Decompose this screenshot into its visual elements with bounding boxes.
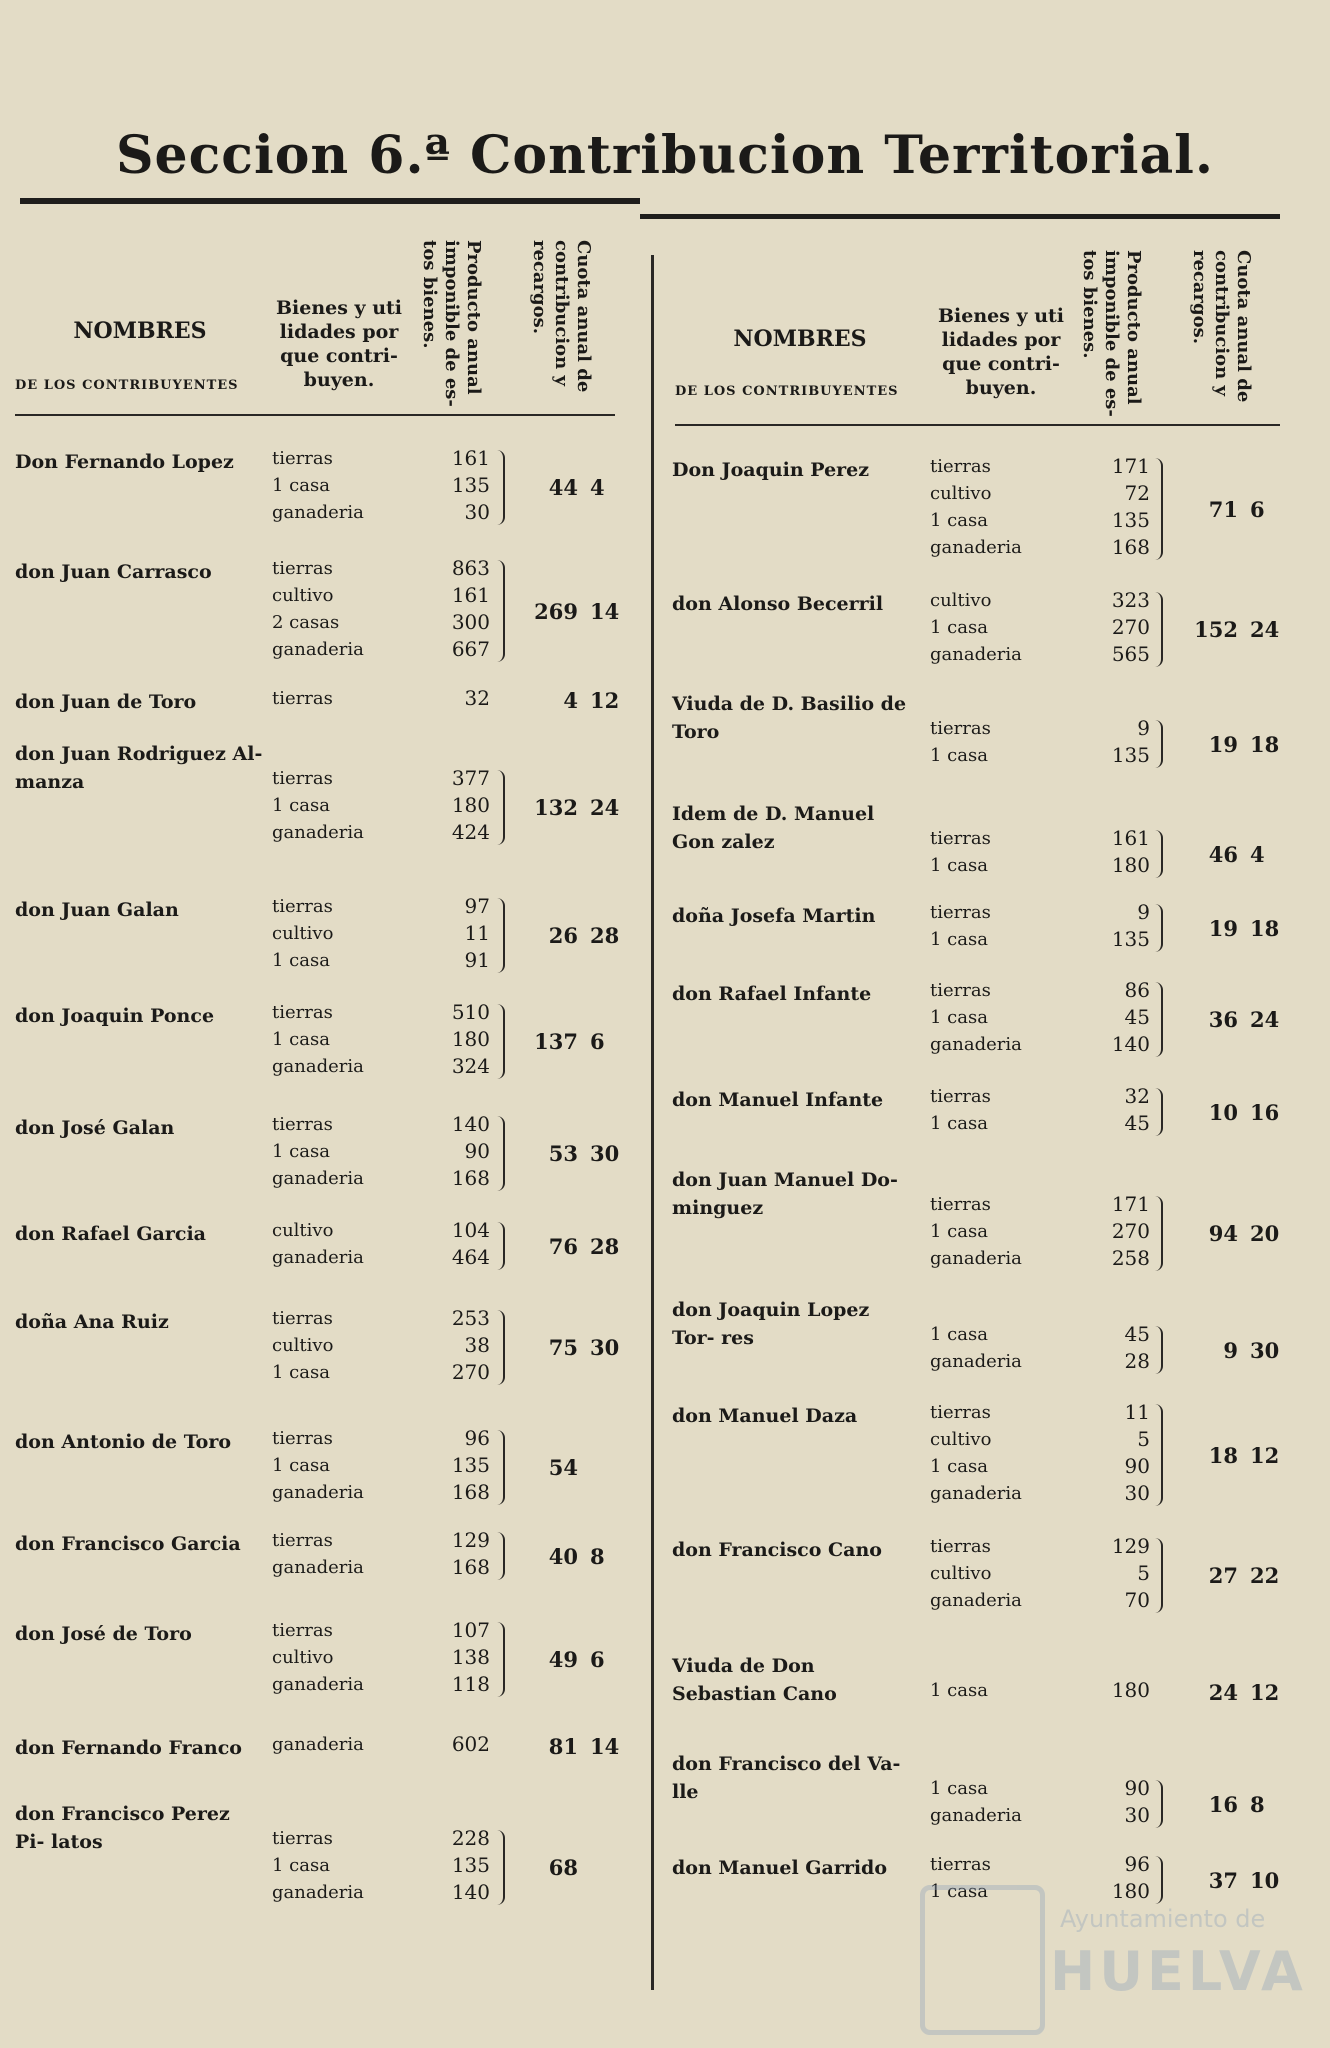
asset-value: 140: [451, 1880, 490, 1904]
quota-amount: 46: [1208, 841, 1238, 867]
quota-fraction: 20: [1250, 1221, 1280, 1246]
asset-label: 1 casa: [272, 1855, 330, 1876]
asset-value: 602: [451, 1732, 490, 1756]
contributor-name: Don Joaquin Perez: [672, 459, 870, 481]
asset-label: 1 casa: [272, 1141, 330, 1162]
contributor-name: Don Fernando Lopez: [15, 451, 234, 473]
asset-value: 253: [451, 1306, 490, 1330]
asset-label: cultivo: [272, 585, 334, 606]
asset-label: tierras: [930, 718, 991, 739]
quota-amount: 81: [548, 1734, 578, 1759]
asset-label: ganaderia: [272, 1882, 364, 1903]
asset-label: cultivo: [930, 1563, 992, 1584]
coat-of-arms-icon: [920, 1885, 1045, 2035]
quota-amount: 37: [1208, 1867, 1238, 1893]
group-brace: [495, 1430, 505, 1505]
contributor-name: don Francisco Cano: [672, 1539, 882, 1561]
quota-amount: 54: [548, 1455, 578, 1480]
contributor-name: doña Josefa Martin: [672, 905, 876, 927]
group-brace: [1153, 592, 1163, 667]
asset-value: 70: [1124, 1588, 1150, 1612]
group-brace: [1153, 1088, 1163, 1136]
contributor-name: don Joaquin Ponce: [15, 1005, 215, 1027]
asset-value: 171: [1111, 454, 1150, 478]
title-rule-right: [640, 214, 1280, 219]
header-bienes-right: Bienes y uti lidades por que contri- buyen.: [937, 305, 1065, 399]
contributor-name: Viuda de Don Sebastian Cano: [672, 1655, 837, 1705]
quota-fraction: 4: [590, 475, 605, 500]
quota-amount: 36: [1208, 1007, 1238, 1032]
asset-label: tierras: [930, 902, 991, 923]
asset-value: 96: [464, 1426, 490, 1450]
header-rule-right: [675, 424, 1280, 426]
group-brace: [495, 1622, 505, 1697]
quota-amount: 16: [1208, 1791, 1238, 1817]
asset-value: 180: [451, 1027, 490, 1051]
quota-amount: 40: [548, 1543, 578, 1569]
quota-amount: 68: [548, 1855, 578, 1880]
asset-label: 1 casa: [272, 950, 330, 971]
group-brace: [1153, 1326, 1163, 1374]
group-brace: [1153, 982, 1163, 1057]
asset-label: cultivo: [930, 590, 992, 611]
contributor-name: don Fernando Franco: [15, 1737, 242, 1759]
asset-label: 1 casa: [930, 1324, 988, 1345]
quota-amount: 4: [563, 688, 578, 713]
asset-value: 86: [1124, 978, 1150, 1002]
quota-amount: 27: [1208, 1563, 1238, 1588]
contributor-name: Viuda de D. Basilio de Toro: [672, 693, 907, 743]
contributor-name: don José Galan: [15, 1117, 175, 1139]
asset-value: 270: [1111, 615, 1150, 639]
quota-fraction: 24: [1250, 617, 1280, 642]
asset-label: tierras: [930, 1194, 991, 1215]
asset-value: 180: [451, 793, 490, 817]
asset-value: 180: [1111, 1678, 1150, 1702]
header-producto-left: Producto anual imponible de es- tos bienes.: [419, 240, 484, 407]
asset-label: tierras: [272, 768, 333, 789]
asset-label: 1 casa: [930, 1881, 988, 1902]
quota-fraction: 10: [1250, 1867, 1280, 1893]
page-title: Seccion 6.ª Contribucion Territorial.: [116, 125, 1214, 186]
contributor-name: don Joaquin Lopez Tor- res: [672, 1299, 870, 1349]
asset-value: 11: [464, 921, 490, 945]
header-nombres-right: NOMBRES: [733, 326, 867, 352]
quota-fraction: 22: [1250, 1563, 1280, 1588]
quota-amount: 137: [534, 1029, 578, 1054]
asset-label: tierras: [272, 558, 333, 579]
watermark-line1: Ayuntamiento de: [1060, 1905, 1266, 1933]
asset-value: 96: [1124, 1852, 1150, 1876]
contributor-name: don Francisco Garcia: [15, 1533, 241, 1555]
quota-amount: 152: [1194, 617, 1238, 642]
quota-fraction: 8: [590, 1543, 605, 1569]
asset-value: 161: [451, 446, 490, 470]
asset-label: tierras: [930, 1402, 991, 1423]
asset-label: ganaderia: [930, 1590, 1022, 1611]
group-brace: [1153, 1780, 1163, 1828]
quota-fraction: 12: [590, 688, 620, 713]
asset-label: ganaderia: [272, 1247, 364, 1268]
asset-label: 1 casa: [930, 1007, 988, 1028]
title-rule-left: [20, 198, 640, 204]
quota-fraction: 8: [1250, 1791, 1265, 1817]
asset-value: 565: [1111, 642, 1150, 666]
asset-label: ganaderia: [930, 1805, 1022, 1826]
asset-label: tierras: [272, 1620, 333, 1641]
quota-amount: 19: [1208, 915, 1238, 941]
asset-value: 161: [1111, 826, 1150, 850]
quota-fraction: 30: [1250, 1337, 1280, 1363]
asset-label: 1 casa: [272, 795, 330, 816]
quota-amount: 71: [1208, 496, 1238, 522]
asset-label: ganaderia: [272, 1056, 364, 1077]
quota-fraction: 4: [1250, 841, 1265, 867]
quota-fraction: 28: [590, 1233, 620, 1259]
asset-value: 91: [464, 948, 490, 972]
asset-value: 97: [464, 894, 490, 918]
asset-label: ganaderia: [272, 1482, 364, 1503]
group-brace: [1153, 458, 1163, 560]
quota-fraction: 14: [590, 1734, 620, 1759]
group-brace: [495, 1004, 505, 1079]
asset-value: 168: [451, 1166, 490, 1190]
asset-label: ganaderia: [272, 822, 364, 843]
asset-value: 104: [451, 1218, 490, 1242]
asset-label: 1 casa: [930, 1113, 988, 1134]
asset-label: 1 casa: [930, 855, 988, 876]
asset-value: 30: [464, 500, 490, 524]
asset-value: 11: [1124, 1400, 1150, 1424]
contributor-name: Idem de D. Manuel Gon zalez: [672, 803, 875, 853]
asset-label: 1 casa: [272, 1455, 330, 1476]
contributor-name: don Antonio de Toro: [15, 1431, 232, 1453]
contributor-name: don Manuel Infante: [672, 1089, 884, 1111]
asset-value: 168: [451, 1480, 490, 1504]
quota-amount: 53: [548, 1141, 578, 1166]
asset-value: 863: [451, 556, 490, 580]
header-contribuyentes-left: DE LOS CONTRIBUYENTES: [15, 378, 239, 393]
group-brace: [1153, 830, 1163, 878]
asset-label: tierras: [272, 448, 333, 469]
asset-value: 228: [451, 1826, 490, 1850]
asset-value: 135: [1111, 927, 1150, 951]
column-divider: [651, 255, 654, 1990]
watermark: [920, 1885, 1330, 2035]
asset-label: ganaderia: [930, 537, 1022, 558]
asset-label: tierras: [272, 1002, 333, 1023]
asset-label: tierras: [930, 980, 991, 1001]
header-contribuyentes-right: DE LOS CONTRIBUYENTES: [675, 384, 899, 399]
asset-value: 135: [451, 1853, 490, 1877]
watermark-line2: HUELVA: [1050, 1940, 1307, 2003]
asset-value: 90: [1124, 1454, 1150, 1478]
asset-label: ganaderia: [272, 1674, 364, 1695]
contributor-name: doña Ana Ruiz: [15, 1311, 169, 1333]
asset-label: ganaderia: [272, 1557, 364, 1578]
quota-fraction: 24: [590, 795, 620, 820]
quota-amount: 132: [534, 795, 578, 820]
quota-fraction: 24: [1250, 1007, 1280, 1032]
asset-label: 1 casa: [930, 1456, 988, 1477]
asset-value: 129: [451, 1528, 490, 1552]
asset-label: tierras: [272, 896, 333, 917]
asset-label: 1 casa: [930, 929, 988, 950]
contributor-name: don José de Toro: [15, 1623, 192, 1645]
asset-label: cultivo: [930, 483, 992, 504]
asset-value: 168: [1111, 535, 1150, 559]
group-brace: [495, 898, 505, 973]
group-brace: [1153, 720, 1163, 768]
asset-value: 32: [1124, 1084, 1150, 1108]
asset-value: 135: [451, 1453, 490, 1477]
asset-value: 45: [1124, 1005, 1150, 1029]
quota-fraction: 16: [1250, 1099, 1280, 1125]
asset-label: tierras: [272, 1114, 333, 1135]
contributor-name: don Francisco del Va- lle: [672, 1753, 901, 1803]
asset-value: 667: [451, 637, 490, 661]
quota-fraction: 6: [590, 1029, 605, 1054]
asset-value: 270: [1111, 1219, 1150, 1243]
quota-fraction: 18: [1250, 915, 1280, 941]
asset-value: 180: [1111, 853, 1150, 877]
asset-value: 138: [451, 1645, 490, 1669]
asset-value: 32: [464, 686, 490, 710]
quota-amount: 19: [1208, 731, 1238, 757]
asset-value: 30: [1124, 1803, 1150, 1827]
asset-value: 135: [1111, 743, 1150, 767]
asset-label: tierras: [272, 1530, 333, 1551]
asset-label: ganaderia: [930, 1351, 1022, 1372]
asset-label: tierras: [930, 1536, 991, 1557]
asset-label: tierras: [930, 1086, 991, 1107]
quota-fraction: 12: [1250, 1442, 1280, 1468]
group-brace: [1153, 1538, 1163, 1613]
asset-value: 300: [451, 610, 490, 634]
contributor-name: don Alonso Becerril: [672, 593, 884, 615]
asset-label: tierras: [272, 1828, 333, 1849]
asset-label: 2 casas: [272, 612, 340, 633]
quota-fraction: 28: [590, 923, 620, 948]
quota-amount: 49: [548, 1647, 578, 1672]
group-brace: [495, 1310, 505, 1385]
asset-label: tierras: [930, 1854, 991, 1875]
asset-label: cultivo: [272, 923, 334, 944]
asset-value: 464: [451, 1245, 490, 1269]
asset-value: 90: [1124, 1776, 1150, 1800]
asset-value: 140: [1111, 1032, 1150, 1056]
header-rule-left: [15, 414, 615, 416]
asset-value: 424: [451, 820, 490, 844]
asset-label: 1 casa: [272, 1362, 330, 1383]
quota-amount: 44: [548, 475, 578, 500]
quota-fraction: 6: [590, 1647, 605, 1672]
quota-amount: 76: [548, 1233, 578, 1259]
asset-value: 28: [1124, 1349, 1150, 1373]
group-brace: [495, 1830, 505, 1905]
asset-label: ganaderia: [272, 1168, 364, 1189]
asset-label: ganaderia: [930, 644, 1022, 665]
contributor-name: don Manuel Garrido: [672, 1857, 888, 1879]
quota-amount: 24: [1208, 1680, 1238, 1705]
group-brace: [1153, 1196, 1163, 1271]
header-cuota-right: Cuota anual de contribucion y recargos.: [1189, 250, 1254, 403]
asset-value: 5: [1137, 1561, 1150, 1585]
asset-value: 90: [464, 1139, 490, 1163]
asset-label: 1 casa: [930, 1221, 988, 1242]
asset-value: 180: [1111, 1879, 1150, 1903]
asset-value: 168: [451, 1555, 490, 1579]
asset-value: 9: [1137, 716, 1150, 740]
asset-value: 107: [451, 1618, 490, 1642]
asset-value: 30: [1124, 1481, 1150, 1505]
group-brace: [495, 560, 505, 662]
contributor-name: don Juan Galan: [15, 899, 179, 921]
asset-label: ganaderia: [930, 1034, 1022, 1055]
asset-label: ganaderia: [272, 639, 364, 660]
asset-label: cultivo: [272, 1335, 334, 1356]
asset-value: 135: [1111, 508, 1150, 532]
contributor-name: don Juan Manuel Do- minguez: [672, 1169, 898, 1219]
asset-label: ganaderia: [272, 1734, 364, 1755]
quota-fraction: 18: [1250, 731, 1280, 757]
quota-fraction: 6: [1250, 496, 1265, 522]
asset-label: tierras: [272, 1308, 333, 1329]
asset-label: 1 casa: [930, 510, 988, 531]
asset-label: 1 casa: [930, 1778, 988, 1799]
quota-amount: 75: [548, 1335, 578, 1360]
asset-value: 510: [451, 1000, 490, 1024]
contributor-name: don Francisco Perez Pi- latos: [15, 1803, 230, 1853]
quota-fraction: 12: [1250, 1680, 1280, 1705]
asset-value: 270: [451, 1360, 490, 1384]
contributor-name: don Rafael Garcia: [15, 1223, 206, 1245]
quota-amount: 9: [1223, 1337, 1238, 1363]
header-cuota-left: Cuota anual de contribucion y recargos.: [529, 240, 594, 393]
asset-label: cultivo: [930, 1429, 992, 1450]
asset-label: 1 casa: [930, 617, 988, 638]
contributor-name: don Rafael Infante: [672, 983, 872, 1005]
asset-value: 38: [464, 1333, 490, 1357]
asset-value: 72: [1124, 481, 1150, 505]
asset-label: 1 casa: [930, 1680, 988, 1701]
contributor-name: don Juan Rodriguez Al- manza: [15, 743, 263, 793]
asset-label: cultivo: [272, 1647, 334, 1668]
header-bienes-left: Bienes y uti lidades por que contri- buyen.: [275, 297, 403, 391]
asset-label: ganaderia: [930, 1483, 1022, 1504]
group-brace: [495, 450, 505, 525]
asset-label: tierras: [930, 828, 991, 849]
asset-value: 258: [1111, 1246, 1150, 1270]
asset-value: 161: [451, 583, 490, 607]
asset-label: 1 casa: [272, 1029, 330, 1050]
group-brace: [1153, 1404, 1163, 1506]
header-nombres-left: NOMBRES: [73, 318, 207, 344]
group-brace: [1153, 904, 1163, 952]
group-brace: [495, 770, 505, 845]
group-brace: [495, 1222, 505, 1270]
asset-label: ganaderia: [930, 1248, 1022, 1269]
asset-label: ganaderia: [272, 502, 364, 523]
asset-value: 324: [451, 1054, 490, 1078]
contributor-name: don Juan de Toro: [15, 691, 197, 713]
asset-value: 171: [1111, 1192, 1150, 1216]
group-brace: [495, 1116, 505, 1191]
quota-amount: 94: [1208, 1221, 1238, 1246]
asset-label: cultivo: [272, 1220, 334, 1241]
asset-label: tierras: [272, 1428, 333, 1449]
asset-value: 323: [1111, 588, 1150, 612]
asset-value: 5: [1137, 1427, 1150, 1451]
asset-value: 140: [451, 1112, 490, 1136]
group-brace: [495, 1532, 505, 1580]
contributor-name: don Juan Carrasco: [15, 561, 212, 583]
quota-amount: 10: [1208, 1099, 1238, 1125]
asset-label: 1 casa: [930, 745, 988, 766]
header-producto-right: Producto anual imponible de es- tos bienes.: [1079, 250, 1144, 417]
quota-amount: 18: [1208, 1442, 1238, 1468]
asset-label: tierras: [930, 456, 991, 477]
quota-fraction: 30: [590, 1141, 620, 1166]
contributor-name: don Manuel Daza: [672, 1405, 858, 1427]
asset-value: 9: [1137, 900, 1150, 924]
quota-amount: 269: [534, 598, 578, 624]
asset-value: 135: [451, 473, 490, 497]
asset-value: 45: [1124, 1322, 1150, 1346]
asset-value: 45: [1124, 1111, 1150, 1135]
asset-value: 129: [1111, 1534, 1150, 1558]
asset-value: 377: [451, 766, 490, 790]
quota-amount: 26: [548, 923, 578, 948]
quota-fraction: 14: [590, 598, 620, 624]
asset-label: 1 casa: [272, 475, 330, 496]
asset-label: tierras: [272, 688, 333, 709]
asset-value: 118: [451, 1672, 490, 1696]
quota-fraction: 30: [590, 1335, 620, 1360]
